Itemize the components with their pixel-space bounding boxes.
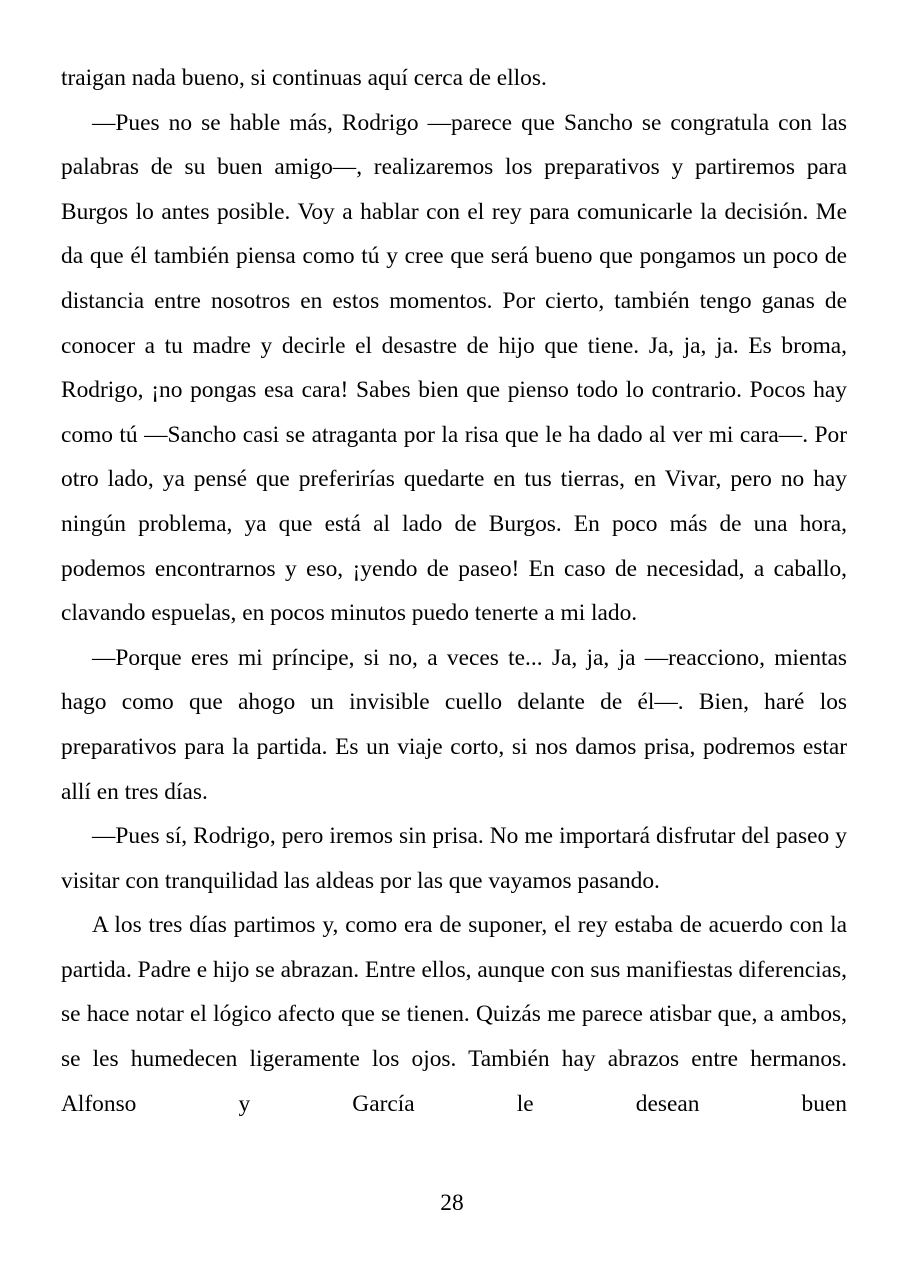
paragraph-continuation: traigan nada bueno, si continuas aquí cerca de ellos.	[61, 65, 547, 91]
page-body	[61, 56, 847, 1126]
page-number: 28	[440, 1190, 464, 1216]
paragraph-dialogue-rodrigo: —Porque eres mi príncipe, si no, a veces te... Ja, ja, ja —reacciono, mientas hago como que ahogo un invisible cuello delante de él—. Bien, haré los preparativos para la partida. Es un viaje corto, si nos damos prisa, podremos estar allí en tres días.	[61, 644, 847, 805]
paragraph-dialogue-sancho-reply: —Pues sí, Rodrigo, pero iremos sin prisa. No me importará disfrutar del paseo y visitar con tranquilidad las aldeas por las que vayamos pasando.	[61, 823, 847, 894]
paragraph-narration-departure: A los tres días partimos y, como era de suponer, el rey estaba de acuerdo con la partida. Padre e hijo se abrazan. Entre ellos, aunque con sus manifiestas diferencias, se hace notar el lógico afecto que se tienen. Quizás me parece atisbar que, a ambos, se les humedecen ligeramente los ojos. También hay abrazos entre hermanos. Alfonso y García le desean buen	[61, 912, 847, 1117]
paragraph-dialogue-sancho: —Pues no se hable más, Rodrigo —parece que Sancho se congratula con las palabras de su buen amigo—, realizaremos los preparativos y partiremos para Burgos lo antes posible. Voy a hablar con el rey para comunicarle la decisión. Me da que él también piensa como tú y cree que será bueno que pongamos un poco de distancia entre nosotros en estos momentos. Por cierto, también tengo ganas de conocer a tu madre y decirle el desastre de hijo que tiene. Ja, ja, ja. Es broma, Rodrigo, ¡no pongas esa cara! Sabes bien que pienso todo lo contrario. Pocos hay como tú —Sancho casi se atraganta por la risa que le ha dado al ver mi cara—. Por otro lado, ya pensé que preferirías quedarte en tus tierras, en Vivar, pero no hay ningún problema, ya que está al lado de Burgos. En poco más de una hora, podemos encontrarnos y eso, ¡yendo de paseo! En caso de necesidad, a caballo, clavando espuelas, en pocos minutos puedo tenerte a mi lado.	[61, 109, 847, 627]
